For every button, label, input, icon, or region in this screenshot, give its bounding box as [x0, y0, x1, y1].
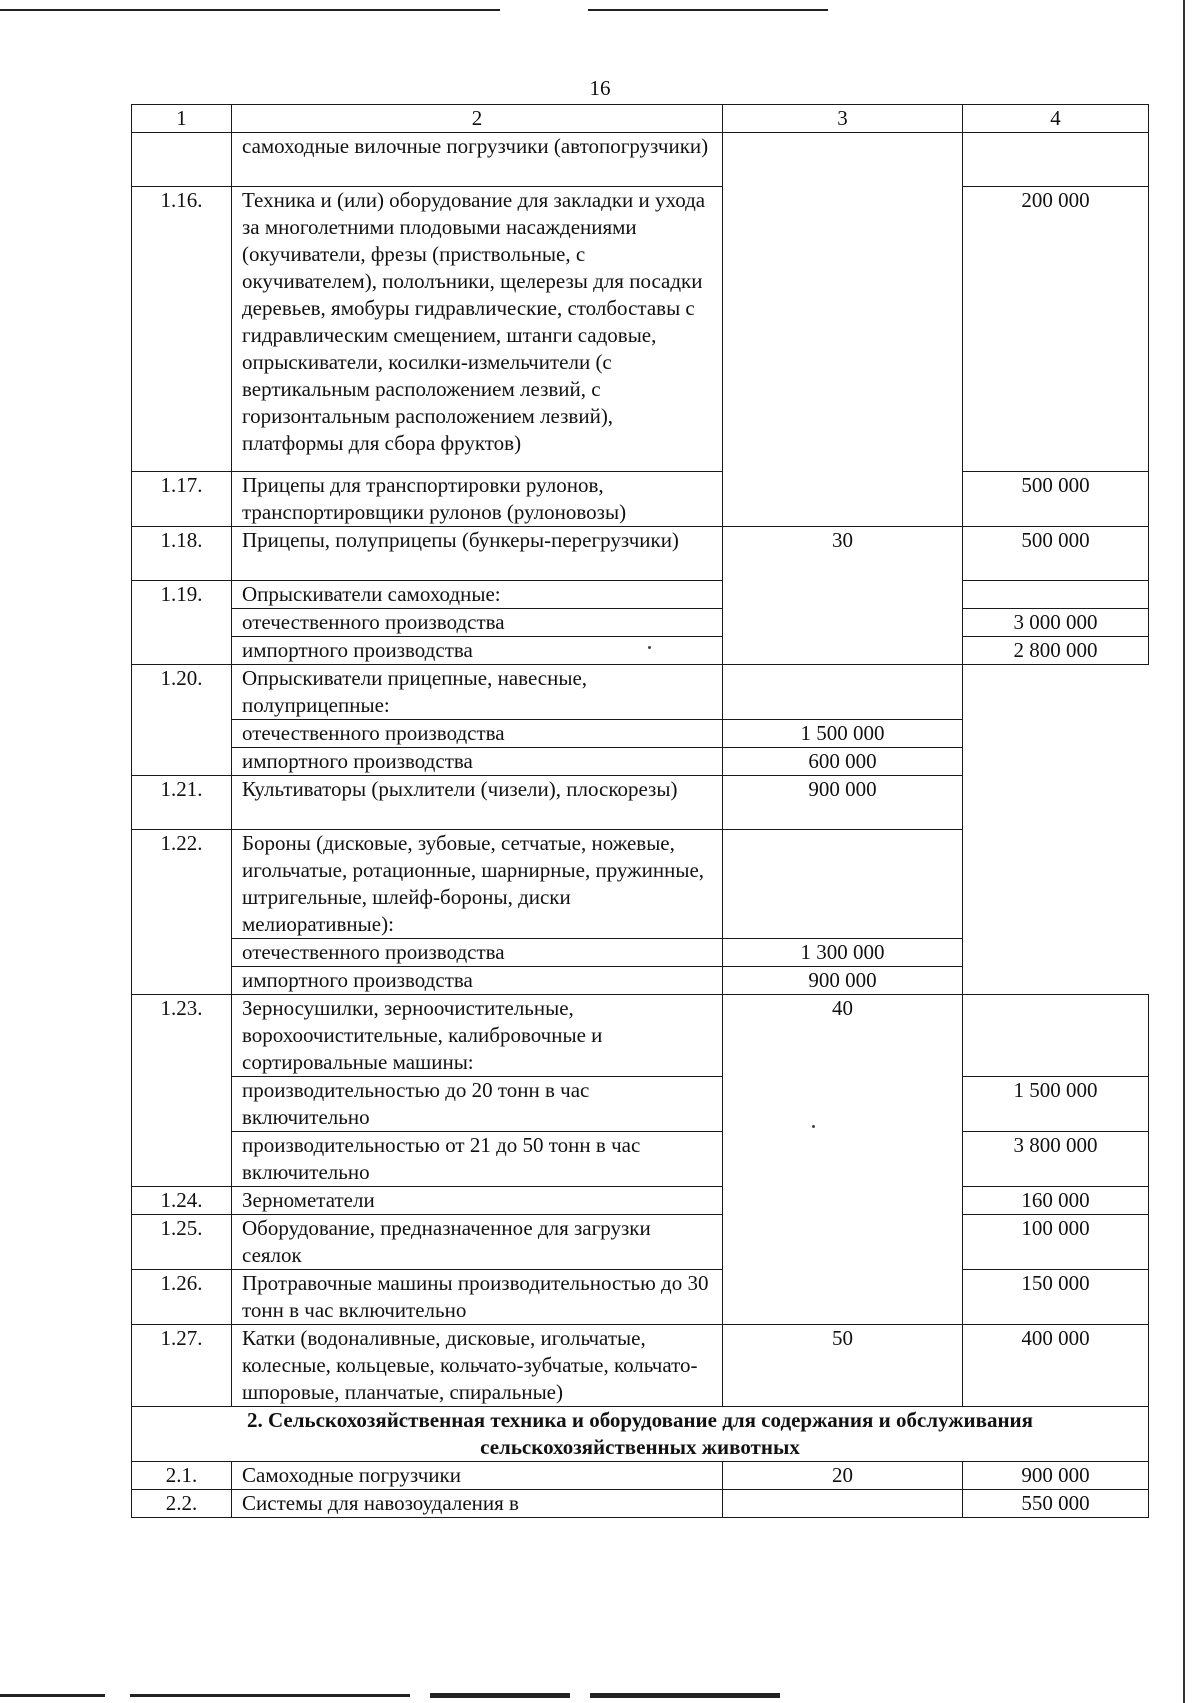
- table-row: [132, 187, 1149, 472]
- item-number: 1.21.: [132, 776, 232, 830]
- item-number: 2.1.: [132, 1462, 232, 1490]
- item-price: 550 000: [963, 1490, 1149, 1518]
- item-price: 3 000 000: [963, 609, 1149, 637]
- item-number: 1.22.: [132, 830, 232, 995]
- item-price: [723, 830, 963, 939]
- item-number: 1.18.: [132, 527, 232, 581]
- item-price: 1 500 000: [723, 720, 963, 748]
- table-row: [132, 133, 1149, 187]
- column-header: 4: [963, 105, 1149, 133]
- table-row: [132, 939, 1149, 967]
- table-row: [132, 1270, 1149, 1325]
- rate-cell: 30: [723, 527, 963, 665]
- item-price: 160 000: [963, 1187, 1149, 1215]
- scan-line-bottom-1: [0, 1694, 105, 1697]
- section-title: 2. Сельскохозяйственная техника и оборудование для содержания и обслуживания сельскохозяйственных животных: [132, 1407, 1149, 1462]
- item-description: Техника и (или) оборудование для закладки и ухода за многолетними плодовыми насаждениями (окучиватели, фрезы (приствольные, с окучивателем), пололъники, щелерезы для посадки деревьев, ямобуры гидравлические, столбоставы с гидравлическим смещением, штанги садовые, опрыскиватели, косилки-измельчители (с вертикальным расположением лезвий, с горизонтальным расположением лезвий), платформы для сбора фруктов): [232, 187, 723, 472]
- item-price: [963, 581, 1149, 609]
- scan-line-bottom-2: [130, 1694, 410, 1697]
- item-description: самоходные вилочные погрузчики (автопогрузчики): [232, 133, 723, 187]
- table-row: [132, 1077, 1149, 1132]
- rate-cell: 50: [723, 1325, 963, 1407]
- equipment-table: [131, 104, 1149, 1518]
- item-description: Системы для навозоудаления в: [232, 1490, 723, 1518]
- item-price: 900 000: [723, 967, 963, 995]
- item-number: 1.25.: [132, 1215, 232, 1270]
- item-price: 900 000: [723, 776, 963, 830]
- column-header: 1: [132, 105, 232, 133]
- table-row: [132, 776, 1149, 830]
- item-description: Прицепы для транспортировки рулонов, транспортировщики рулонов (рулоновозы): [232, 472, 723, 527]
- item-number: [132, 133, 232, 187]
- scan-line-bottom-3: [430, 1693, 570, 1698]
- table-row: [132, 1462, 1149, 1490]
- item-number: 1.27.: [132, 1325, 232, 1407]
- item-number: 1.26.: [132, 1270, 232, 1325]
- item-price: 150 000: [963, 1270, 1149, 1325]
- table-row: [132, 1215, 1149, 1270]
- scan-line-top-right: [588, 9, 828, 11]
- table-row: [132, 1325, 1149, 1407]
- item-number: 1.24.: [132, 1187, 232, 1215]
- table-header-row: [132, 105, 1149, 133]
- scan-line-top-left: [0, 9, 500, 11]
- table-row: [132, 472, 1149, 527]
- item-number: 1.20.: [132, 665, 232, 776]
- item-number: 1.19.: [132, 581, 232, 665]
- item-price: 200 000: [963, 187, 1149, 472]
- item-description: производительностью до 20 тонн в час включительно: [232, 1077, 723, 1132]
- item-description: импортного производства: [232, 967, 723, 995]
- rate-cell: 40: [723, 995, 963, 1325]
- item-description: Культиваторы (рыхлители (чизели), плоскорезы): [232, 776, 723, 830]
- item-description: импортного производства: [232, 748, 723, 776]
- item-price: 3 800 000: [963, 1132, 1149, 1187]
- table-row: [132, 527, 1149, 581]
- item-description: Прицепы, полуприцепы (бункеры-перегрузчики): [232, 527, 723, 581]
- page-number: 16: [589, 76, 611, 100]
- item-price: [723, 665, 963, 720]
- item-number: 1.17.: [132, 472, 232, 527]
- item-number: 1.16.: [132, 187, 232, 472]
- item-description: производительностью от 21 до 50 тонн в час включительно: [232, 1132, 723, 1187]
- item-number: 1.23.: [132, 995, 232, 1187]
- item-description: Протравочные машины производительностью до 30 тонн в час включительно: [232, 1270, 723, 1325]
- item-price: 500 000: [963, 527, 1149, 581]
- item-description: импортного производства: [232, 637, 723, 665]
- table-row: [132, 1132, 1149, 1187]
- table-row: [132, 665, 1149, 720]
- table-row: [132, 967, 1149, 995]
- item-description: отечественного производства: [232, 609, 723, 637]
- column-header: 2: [232, 105, 723, 133]
- table-row: [132, 748, 1149, 776]
- column-header: 3: [723, 105, 963, 133]
- item-description: Бороны (дисковые, зубовые, сетчатые, ножевые, игольчатые, ротационные, шарнирные, пружинные, штригельные, шлейф-бороны, диски мелиоративные):: [232, 830, 723, 939]
- table-row: [132, 720, 1149, 748]
- item-price: 1 300 000: [723, 939, 963, 967]
- section-row: [132, 1407, 1149, 1462]
- item-description: Опрыскиватели прицепные, навесные, полуприцепные:: [232, 665, 723, 720]
- scan-line-bottom-4: [590, 1693, 780, 1698]
- table-row: [132, 637, 1149, 665]
- item-description: Самоходные погрузчики: [232, 1462, 723, 1490]
- item-description: Катки (водоналивные, дисковые, игольчатые, колесные, кольцевые, кольчато-зубчатые, кольчато-шпоровые, планчатые, спиральные): [232, 1325, 723, 1407]
- item-price: 600 000: [723, 748, 963, 776]
- item-price: 1 500 000: [963, 1077, 1149, 1132]
- scan-line-right: [1183, 0, 1185, 1703]
- item-price: 900 000: [963, 1462, 1149, 1490]
- item-description: Оборудование, предназначенное для загрузки сеялок: [232, 1215, 723, 1270]
- item-description: Зернометатели: [232, 1187, 723, 1215]
- rate-cell: [723, 1490, 963, 1518]
- table-row: [132, 1490, 1149, 1518]
- item-price: 2 800 000: [963, 637, 1149, 665]
- table-row: [132, 609, 1149, 637]
- item-description: Опрыскиватели самоходные:: [232, 581, 723, 609]
- item-price: 500 000: [963, 472, 1149, 527]
- item-price: 100 000: [963, 1215, 1149, 1270]
- table-row: [132, 995, 1149, 1077]
- item-price: [963, 995, 1149, 1077]
- item-description: отечественного производства: [232, 939, 723, 967]
- item-description: Зерносушилки, зерноочистительные, ворохоочистительные, калибровочные и сортировальные машины:: [232, 995, 723, 1077]
- table-row: [132, 581, 1149, 609]
- table-row: [132, 1187, 1149, 1215]
- rate-cell: [723, 133, 963, 527]
- item-price: 400 000: [963, 1325, 1149, 1407]
- table-row: [132, 830, 1149, 939]
- item-description: отечественного производства: [232, 720, 723, 748]
- item-number: 2.2.: [132, 1490, 232, 1518]
- item-price: [963, 133, 1149, 187]
- rate-cell: 20: [723, 1462, 963, 1490]
